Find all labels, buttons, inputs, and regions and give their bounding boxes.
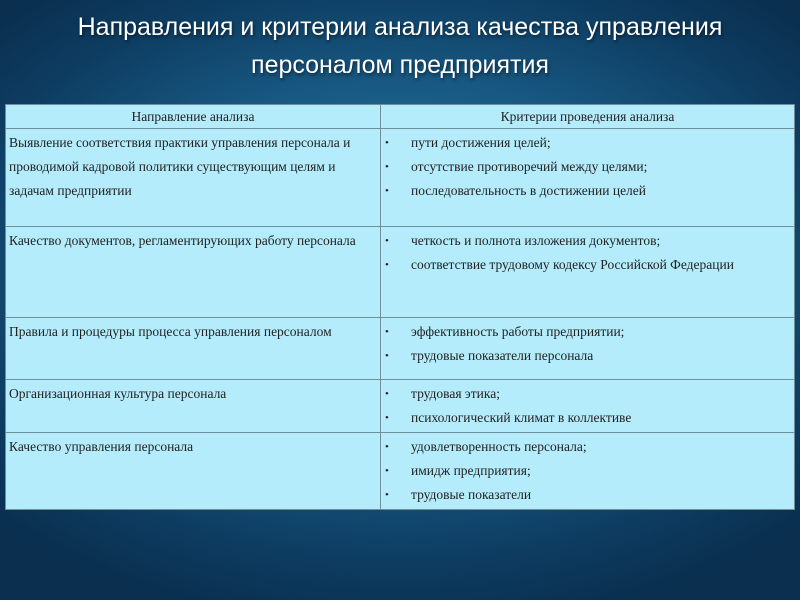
criteria-item [384, 131, 791, 155]
bullet-icon: • [385, 161, 389, 173]
criteria-table [5, 104, 795, 510]
criteria-item [384, 483, 791, 507]
criteria-text: соответствие трудовому кодексу Российской Федерации [411, 257, 734, 272]
bullet-icon: • [385, 350, 389, 362]
table-row [6, 129, 795, 227]
bullet-icon: • [385, 185, 389, 197]
criteria-text: удовлетворенность персонала; [411, 439, 587, 454]
bullet-icon: • [385, 326, 389, 338]
title-line-2: персоналом предприятия [251, 51, 549, 79]
direction-cell: Выявление соответствия практики управления персонала и проводимой кадровой политики существующим целям и задачам предприятии [6, 129, 381, 227]
criteria-text: имидж предприятия; [411, 463, 531, 478]
bullet-icon: • [385, 388, 389, 400]
bullet-icon: • [385, 441, 389, 453]
direction-cell: Качество управления персонала [6, 433, 381, 510]
criteria-text: последовательность в достижении целей [411, 183, 647, 198]
bullet-icon: • [385, 412, 389, 424]
bullet-icon: • [385, 137, 389, 149]
criteria-text: отсутствие противоречий между целями; [411, 159, 648, 174]
criteria-item [384, 253, 791, 277]
criteria-item [384, 155, 791, 179]
criteria-item [384, 406, 791, 430]
bullet-icon: • [385, 465, 389, 477]
criteria-item [384, 459, 791, 483]
criteria-text: трудовые показатели персонала [411, 348, 594, 363]
bullet-icon: • [385, 259, 389, 271]
criteria-cell [381, 227, 795, 318]
table-row [6, 433, 795, 510]
criteria-text: психологический климат в коллективе [411, 410, 632, 425]
criteria-text: трудовая этика; [411, 386, 500, 401]
criteria-item [384, 179, 791, 203]
direction-cell: Качество документов, регламентирующих работу персонала [6, 227, 381, 318]
header-criteria: Критерии проведения анализа [381, 105, 795, 129]
criteria-text: пути достижения целей; [411, 135, 551, 150]
criteria-item [384, 229, 791, 253]
direction-cell: Правила и процедуры процесса управления персоналом [6, 318, 381, 380]
bullet-icon: • [385, 489, 389, 501]
bullet-icon: • [385, 235, 389, 247]
slide-title [0, 8, 800, 84]
criteria-text: четкость и полнота изложения документов; [411, 233, 661, 248]
criteria-cell [381, 129, 795, 227]
criteria-item [384, 435, 791, 459]
title-line-1: Направления и критерии анализа качества управления [77, 13, 723, 41]
table-row [6, 227, 795, 318]
criteria-cell [381, 318, 795, 380]
table-row [6, 380, 795, 433]
direction-cell: Организационная культура персонала [6, 380, 381, 433]
criteria-item [384, 344, 791, 368]
criteria-text: эффективность работы предприятии; [411, 324, 625, 339]
criteria-text: трудовые показатели [411, 487, 532, 502]
header-direction: Направление анализа [6, 105, 381, 129]
criteria-item [384, 382, 791, 406]
table-row [6, 318, 795, 380]
criteria-cell [381, 433, 795, 510]
criteria-cell [381, 380, 795, 433]
criteria-item [384, 320, 791, 344]
